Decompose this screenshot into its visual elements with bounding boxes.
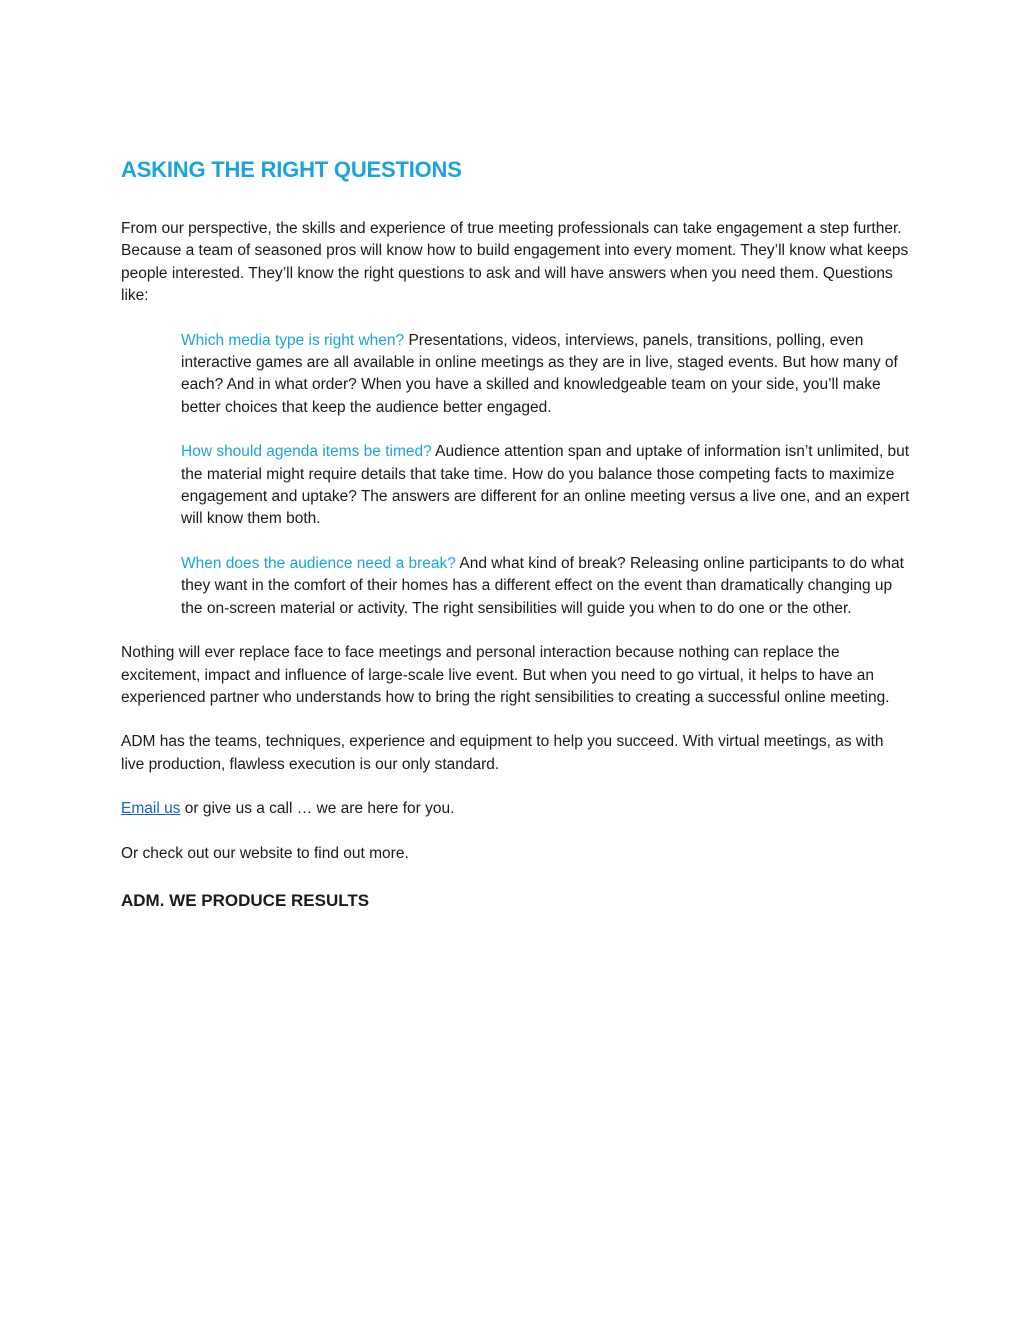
document-page <box>121 150 911 913</box>
contact-line <box>121 798 911 820</box>
question-item <box>181 330 911 420</box>
question-answer: Presentations, videos, interviews, panels, transitions, polling, even interactive games are all available in online meetings as they are in live, staged events. But how many of each? And in what order? When you have a skilled and knowledgeable team on your side, you’ll make better choices that keep the audience better engaged. <box>181 331 898 416</box>
question-answer: Audience attention span and uptake of information isn’t unlimited, but the material might require details that take time. How do you balance those competing facts to maximize engagement and uptake? The answers are different for an online meeting versus a live one, and an expert will know them both. <box>181 443 910 528</box>
question-label: Which media type is right when? <box>181 331 405 349</box>
website-line: Or check out our website to find out more. <box>121 844 409 862</box>
question-answer: And what kind of break? Releasing online participants to do what they want in the comfort of their homes has a different effect on the event than dramatically changing up the on-screen material or activity. The right sensibilities will guide you when to do one or the other. <box>181 554 904 617</box>
email-us-link[interactable]: Email us <box>121 800 181 818</box>
question-list <box>181 330 911 620</box>
question-item <box>181 553 911 620</box>
page-heading: ASKING THE RIGHT QUESTIONS <box>121 157 462 182</box>
question-label: When does the audience need a break? <box>181 554 456 572</box>
question-item <box>181 441 911 531</box>
face-to-face-paragraph: Nothing will ever replace face to face meetings and personal interaction because nothing can replace the excitement, impact and influence of large-scale live event. But when you need to go virtual, it helps to have an experienced partner who understands how to bring the right sensibilities to creating a successful online meeting. <box>121 644 890 706</box>
question-label: How should agenda items be timed? <box>181 443 432 461</box>
contact-rest-text: or give us a call … we are here for you. <box>180 800 455 818</box>
adm-paragraph: ADM has the teams, techniques, experience and equipment to help you succeed. With virtual meetings, as with live production, flawless execution is our only standard. <box>121 733 884 773</box>
intro-paragraph: From our perspective, the skills and experience of true meeting professionals can take engagement a step further. Because a team of seasoned pros will know how to build engagement into every moment. They’ll know what keeps people interested. They’ll know the right questions to ask and will have answers when you need them. Questions like: <box>121 220 909 305</box>
closing-tagline: ADM. WE PRODUCE RESULTS <box>121 890 370 910</box>
